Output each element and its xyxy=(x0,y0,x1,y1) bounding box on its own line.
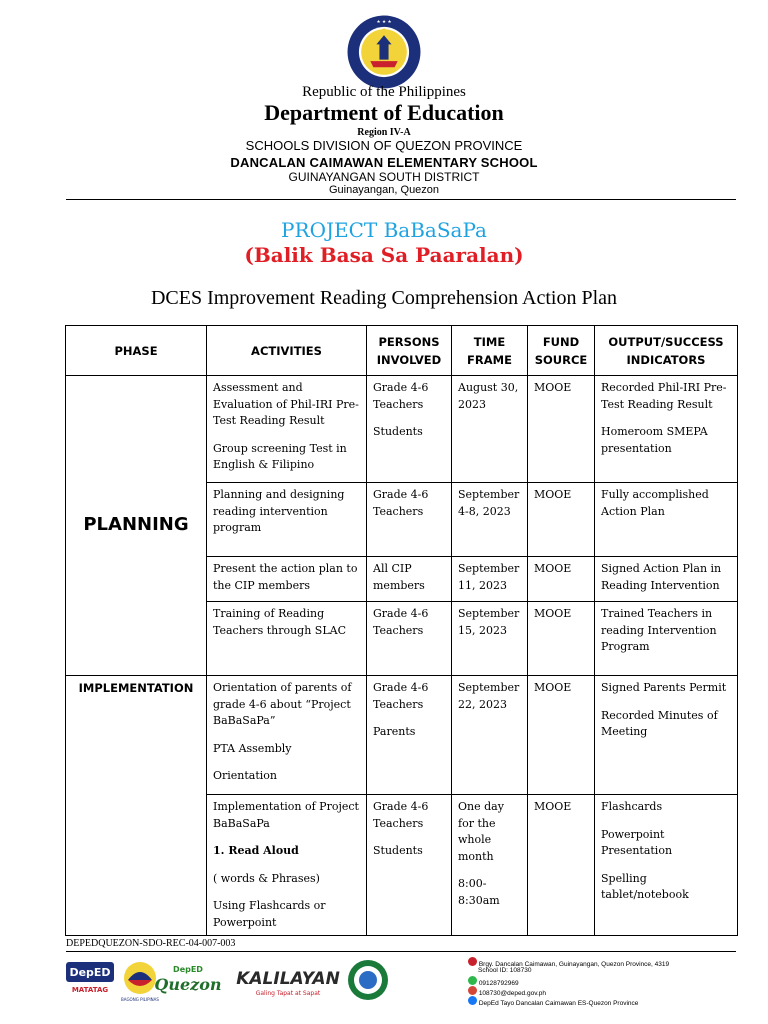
persons-cell: Grade 4-6 Teachers Students xyxy=(367,795,452,936)
school-id: School ID: 108730 xyxy=(478,967,532,974)
phase-implementation: IMPLEMENTATION xyxy=(66,676,207,936)
action-plan-table xyxy=(65,325,738,936)
svg-text:Galing Tapat at Sapat: Galing Tapat at Sapat xyxy=(255,990,321,997)
activities-cell: Assessment and Evaluation of Phil-IRI Pre-Test Reading Result Group screening Test in English & Filipino xyxy=(207,376,367,483)
fund-cell: MOOE xyxy=(528,376,595,483)
fund-cell: MOOE xyxy=(528,602,595,676)
svg-text:MATATAG: MATATAG xyxy=(71,986,109,994)
time-cell: September 11, 2023 xyxy=(452,557,528,602)
activities-cell: Training of Reading Teachers through SLAC xyxy=(207,602,367,676)
region-line: Region IV-A xyxy=(357,127,411,138)
deped-seal-logo xyxy=(346,14,422,90)
fund-cell: MOOE xyxy=(528,676,595,795)
svg-text:KALILAYAN: KALILAYAN xyxy=(236,969,340,989)
header-time: TIME FRAME xyxy=(452,326,528,376)
facebook-icon xyxy=(468,996,477,1005)
time-cell: September 22, 2023 xyxy=(452,676,528,795)
persons-cell: Grade 4-6 Teachers Students xyxy=(367,376,452,483)
table-row xyxy=(66,376,738,483)
time-cell: September 4-8, 2023 xyxy=(452,483,528,557)
svg-text:DepED: DepED xyxy=(173,965,203,974)
table-header-row xyxy=(66,326,738,376)
activities-cell: Present the action plan to the CIP members xyxy=(207,557,367,602)
fund-cell: MOOE xyxy=(528,557,595,602)
location-pin-icon xyxy=(468,957,477,966)
svg-text:BAGONG PILIPINAS: BAGONG PILIPINAS xyxy=(121,997,159,1002)
time-cell: September 15, 2023 xyxy=(452,602,528,676)
deped-quezon-logo xyxy=(154,965,221,994)
fund-cell: MOOE xyxy=(528,795,595,936)
svg-text:★ ★ ★: ★ ★ ★ xyxy=(376,20,392,26)
svg-text:DepED: DepED xyxy=(69,966,111,979)
kalilayan-logo xyxy=(236,969,340,997)
time-cell: One day for the whole month 8:00-8:30am xyxy=(452,795,528,936)
persons-cell: Grade 4-6 Teachers xyxy=(367,602,452,676)
deped-matatag-logo xyxy=(66,962,114,994)
contact-facebook-row xyxy=(468,996,638,1007)
output-cell: Recorded Phil-IRI Pre-Test Reading Result Homeroom SMEPA presentation xyxy=(595,376,738,483)
phone-icon xyxy=(468,976,477,985)
phase-planning: PLANNING xyxy=(66,376,207,676)
contact-email: 108730@deped.gov.ph xyxy=(478,990,547,997)
output-cell: Fully accomplished Action Plan xyxy=(595,483,738,557)
contact-address: Brgy. Dancalan Caimawan, Guinayangan, Quezon Province, 4319 xyxy=(478,961,670,968)
activities-cell: Orientation of parents of grade 4-6 about “Project BaBaSaPa” PTA Assembly Orientation xyxy=(207,676,367,795)
header-phase: PHASE xyxy=(66,326,207,376)
output-cell: Signed Action Plan in Reading Intervention xyxy=(595,557,738,602)
contact-facebook: DepEd Tayo Dancalan Caimawan ES-Quezon Province xyxy=(478,1000,639,1007)
email-icon xyxy=(468,986,477,995)
header-activities: ACTIVITIES xyxy=(207,326,367,376)
header-divider xyxy=(66,199,736,200)
footer-logos xyxy=(66,958,396,1004)
header-fund: FUND SOURCE xyxy=(528,326,595,376)
time-cell: August 30, 2023 xyxy=(452,376,528,483)
fund-cell: MOOE xyxy=(528,483,595,557)
department-title: Department of Education xyxy=(264,100,504,125)
persons-cell: Grade 4-6 Teachers Parents xyxy=(367,676,452,795)
contact-phone: 09128792969 xyxy=(478,980,519,987)
school-seal-logo xyxy=(348,960,388,1000)
district-line: GUINAYANGAN SOUTH DISTRICT xyxy=(288,170,480,184)
output-cell: Flashcards Powerpoint Presentation Spelling tablet/notebook xyxy=(595,795,738,936)
republic-line: Republic of the Philippines xyxy=(302,84,466,100)
table-row xyxy=(66,676,738,795)
header-output: OUTPUT/SUCCESS INDICATORS xyxy=(595,326,738,376)
town-line: Guinayangan, Quezon xyxy=(328,184,440,196)
action-plan-title: DCES Improvement Reading Comprehension Action Plan xyxy=(150,287,618,309)
project-subtitle: (Balik Basa Sa Paaralan) xyxy=(244,243,524,267)
header-persons: PERSONS INVOLVED xyxy=(367,326,452,376)
activities-cell: Planning and designing reading intervention program xyxy=(207,483,367,557)
project-title: PROJECT BaBaSaPa xyxy=(281,218,487,242)
svg-text:Quezon: Quezon xyxy=(154,975,222,994)
persons-cell: Grade 4-6 Teachers xyxy=(367,483,452,557)
activities-cell: Implementation of Project BaBaSaPa 1. Read Aloud ( words & Phrases) Using Flashcards or Powerpoint xyxy=(207,795,367,936)
document-code: DEPEDQUEZON-SDO-REC-04-007-003 xyxy=(66,938,236,949)
output-cell: Trained Teachers in reading Intervention Program xyxy=(595,602,738,676)
division-line: SCHOOLS DIVISION OF QUEZON PROVINCE xyxy=(245,138,523,153)
output-cell: Signed Parents Permit Recorded Minutes of Meeting xyxy=(595,676,738,795)
school-name: DANCALAN CAIMAWAN ELEMENTARY SCHOOL xyxy=(230,155,538,170)
persons-cell: All CIP members xyxy=(367,557,452,602)
footer-divider xyxy=(66,951,736,952)
